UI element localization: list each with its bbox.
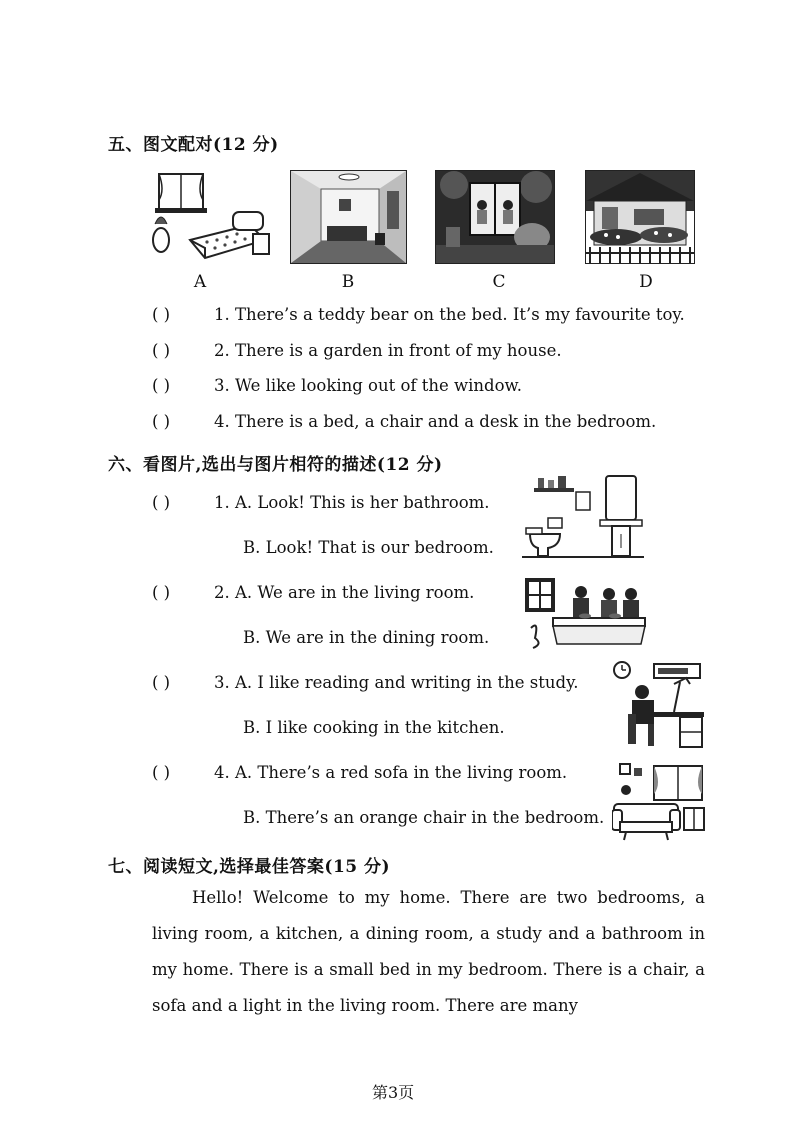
s6-item-1-option-a: 1. A. Look! This is her bathroom. bbox=[214, 493, 490, 512]
living-room-icon bbox=[612, 760, 708, 844]
house-garden-icon bbox=[585, 170, 695, 264]
s5-item-3 bbox=[152, 376, 522, 395]
s6-item-2-a bbox=[152, 583, 474, 602]
answer-blank[interactable]: ( ) bbox=[152, 763, 171, 782]
reading-passage: Hello! Welcome to my home. There are two bedrooms, a living room, a kitchen, a dining room, a study and a bathroom in my home. There is a small bed in my bedroom. There is a chair, a sofa and a light in the living room. There are many bbox=[152, 888, 705, 1015]
picture-label-b: B bbox=[341, 272, 355, 292]
s5-item-3-text: 3. We like looking out of the window. bbox=[214, 376, 522, 395]
section-6-heading: 六、看图片,选出与图片相符的描述(12 分) bbox=[108, 455, 443, 475]
s5-item-2 bbox=[152, 341, 562, 360]
s6-item-4-a bbox=[152, 763, 567, 782]
bedroom-room-icon bbox=[290, 170, 407, 264]
study-room-icon bbox=[612, 660, 704, 750]
answer-blank[interactable]: ( ) bbox=[152, 583, 171, 602]
s6-item-4-option-a: 4. A. There’s a red sofa in the living room. bbox=[214, 763, 568, 782]
s6-item-1-a bbox=[152, 493, 490, 512]
picture-label-d: D bbox=[639, 272, 653, 292]
s6-item-2-option-b: B. We are in the dining room. bbox=[243, 628, 490, 647]
s5-item-4 bbox=[152, 412, 656, 431]
s5-item-1 bbox=[152, 305, 685, 324]
section-7-heading: 七、阅读短文,选择最佳答案(15 分) bbox=[108, 857, 391, 877]
bathroom-icon bbox=[522, 474, 644, 558]
answer-blank[interactable]: ( ) bbox=[152, 341, 171, 360]
s6-item-3-option-a: 3. A. I like reading and writing in the study. bbox=[214, 673, 579, 692]
dining-room-icon bbox=[525, 578, 647, 650]
page-number: 第3页 bbox=[372, 1083, 415, 1102]
s6-item-2-option-a: 2. A. We are in the living room. bbox=[214, 583, 475, 602]
answer-blank[interactable]: ( ) bbox=[152, 305, 171, 324]
picture-label-c: C bbox=[492, 272, 506, 292]
section-5-heading: 五、图文配对(12 分) bbox=[108, 135, 279, 155]
answer-blank[interactable]: ( ) bbox=[152, 376, 171, 395]
window-view-icon bbox=[435, 170, 555, 264]
answer-blank[interactable]: ( ) bbox=[152, 673, 171, 692]
answer-blank[interactable]: ( ) bbox=[152, 412, 171, 431]
s6-item-1-option-b: B. Look! That is our bedroom. bbox=[243, 538, 494, 557]
bedroom-bed-icon bbox=[145, 170, 270, 265]
s5-item-4-text: 4. There is a bed, a chair and a desk in the bedroom. bbox=[214, 412, 657, 431]
picture-label-a: A bbox=[193, 272, 207, 292]
s6-item-4-option-b: B. There’s an orange chair in the bedroom. bbox=[243, 808, 605, 827]
s6-item-3-a bbox=[152, 673, 578, 692]
s5-item-2-text: 2. There is a garden in front of my house. bbox=[214, 341, 562, 360]
answer-blank[interactable]: ( ) bbox=[152, 493, 171, 512]
s6-item-3-option-b: B. I like cooking in the kitchen. bbox=[243, 718, 505, 737]
s5-item-1-text: 1. There’s a teddy bear on the bed. It’s my favourite toy. bbox=[214, 305, 685, 324]
